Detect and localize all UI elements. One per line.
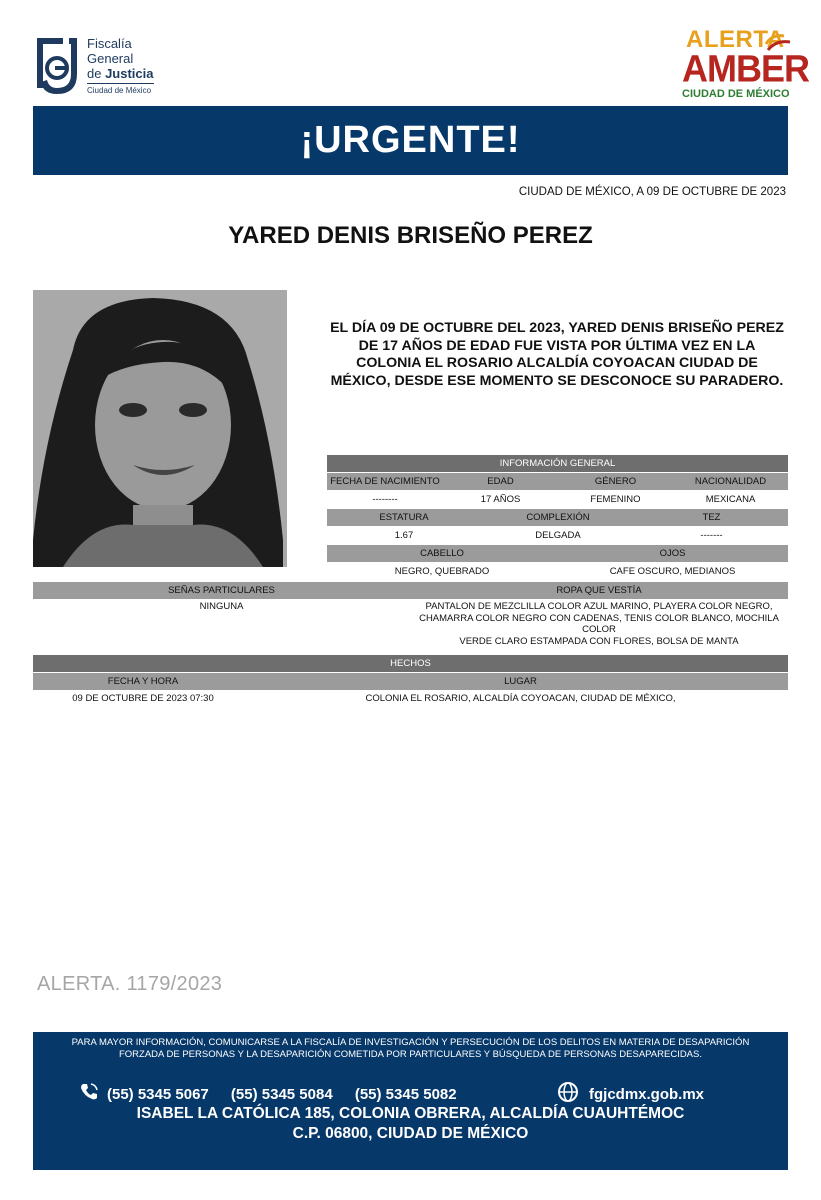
info-row3-labels (327, 545, 788, 562)
label-ojos: OJOS (659, 548, 686, 559)
label-complexion: COMPLEXIÓN (526, 512, 590, 523)
value-estatura: 1.67 (394, 530, 414, 541)
value-ojos: CAFE OSCURO, MEDIANOS (609, 566, 736, 577)
fgj-logo-line4: Ciudad de México (87, 83, 154, 97)
phone-numbers (107, 1086, 475, 1103)
info-row2-values (327, 527, 788, 544)
amber-logo-amber: AMBER (682, 46, 809, 90)
ropa-line-1: PANTALON DE MEZCLILLA COLOR AZUL MARINO, PLAYERA COLOR NEGRO, (425, 601, 773, 612)
label-fecha-hora: FECHA Y HORA (107, 676, 179, 687)
info-row4-labels (33, 582, 788, 599)
contact-footer (33, 1032, 788, 1170)
value-edad: 17 AÑOS (480, 494, 521, 505)
value-ropa (410, 601, 788, 647)
ropa-line-2: CHAMARRA COLOR NEGRO CON CADENAS, TENIS COLOR BLANCO, MOCHILA COLOR (419, 612, 779, 635)
globe-icon (556, 1080, 580, 1104)
disappearance-description: EL DÍA 09 DE OCTUBRE DEL 2023, YARED DENIS BRISEÑO PEREZ DE 17 AÑOS DE EDAD FUE VISTA POR ÚLTIMA VEZ EN LA COLONIA EL ROSARIO ALCALDÍA COYOACAN CIUDAD DE MÉXICO, DESDE ESE MOMENTO SE DESCONOCE SU PARADERO. (330, 320, 784, 389)
hechos-header: HECHOS (33, 655, 788, 672)
phone-icon (79, 1082, 99, 1102)
info-row3-values (327, 563, 788, 580)
amber-logo-alerta: ALERTA (686, 26, 785, 53)
ropa-line-3: VERDE CLARO ESTAMPADA CON FLORES, BOLSA DE MANTA (459, 635, 739, 647)
info-row1-labels (327, 473, 788, 490)
value-fecha-nacimiento: -------- (372, 494, 398, 505)
value-nacionalidad: MEXICANA (705, 494, 756, 505)
fgj-logo-line3-bold: Justicia (105, 66, 154, 81)
fgj-logo-line3-prefix: de (87, 66, 106, 81)
missing-person-photo (33, 290, 287, 567)
amber-logo-cdmx: CIUDAD DE MÉXICO (682, 88, 790, 100)
phone-number-1[interactable]: (55) 5345 5067 (107, 1086, 209, 1103)
value-lugar: COLONIA EL ROSARIO, ALCALDÍA COYOACAN, CIUDAD DE MÉXICO, (365, 692, 676, 704)
website-link[interactable]: fgjcdmx.gob.mx (589, 1086, 705, 1103)
urgent-banner: ¡URGENTE! (33, 106, 788, 175)
label-cabello: CABELLO (420, 548, 464, 559)
value-cabello: NEGRO, QUEBRADO (394, 566, 490, 577)
label-nacionalidad: NACIONALIDAD (694, 476, 767, 487)
value-tez: ------- (700, 530, 723, 541)
date-line: CIUDAD DE MÉXICO, A 09 DE OCTUBRE DE 2023 (518, 186, 786, 198)
fgj-logo-line3 (87, 66, 154, 81)
fgj-logo-line1: Fiscalía (87, 36, 132, 51)
fgj-logo (33, 34, 173, 100)
portrait-image (33, 290, 287, 567)
phone-number-3[interactable]: (55) 5345 5082 (354, 1086, 457, 1103)
hechos-values (33, 691, 788, 705)
label-lugar: LUGAR (504, 676, 537, 687)
info-general-header: INFORMACIÓN GENERAL (327, 455, 788, 472)
value-genero: FEMENINO (590, 494, 641, 505)
fgj-logo-line2: General (87, 51, 134, 66)
address-line-1: ISABEL LA CATÓLICA 185, COLONIA OBRERA, ALCALDÍA CUAUHTÉMOC (136, 1105, 685, 1122)
info-row2-labels (327, 509, 788, 526)
fgj-emblem-icon (33, 34, 81, 98)
hechos-labels (33, 673, 788, 690)
value-complexion: DELGADA (535, 530, 581, 541)
label-senas-particulares: SEÑAS PARTICULARES (168, 585, 275, 596)
footer-note (33, 1037, 788, 1061)
address-line-2: C.P. 06800, CIUDAD DE MÉXICO (292, 1125, 529, 1142)
info-row1-values (327, 491, 788, 508)
label-fecha-nacimiento: FECHA DE NACIMIENTO (330, 476, 440, 487)
label-tez: TEZ (702, 512, 721, 523)
value-senas-particulares: NINGUNA (199, 601, 244, 612)
phone-number-2[interactable]: (55) 5345 5084 (230, 1086, 333, 1103)
footer-note-line1: PARA MAYOR INFORMACIÓN, COMUNICARSE A LA FISCALÍA DE INVESTIGACIÓN Y PERSECUCIÓN DE LOS DELITOS EN MATERIA DE DESAPARICIÓN (71, 1037, 750, 1048)
amber-alert-logo (680, 26, 809, 102)
value-fecha-hora: 09 DE OCTUBRE DE 2023 07:30 (72, 692, 214, 704)
label-ropa: ROPA QUE VESTÍA (556, 585, 642, 596)
person-name: YARED DENIS BRISEÑO PEREZ (228, 222, 593, 249)
label-edad: EDAD (487, 476, 514, 487)
alert-number: ALERTA. 1179/2023 (37, 973, 223, 995)
footer-note-line2: FORZADA DE PERSONAS Y LA DESAPARICIÓN COMETIDA POR PARTICULARES Y BÚSQUEDA DE PERSONAS DESAPARECIDAS. (118, 1049, 702, 1060)
label-genero: GÉNERO (594, 476, 637, 487)
label-estatura: ESTATURA (379, 512, 429, 523)
